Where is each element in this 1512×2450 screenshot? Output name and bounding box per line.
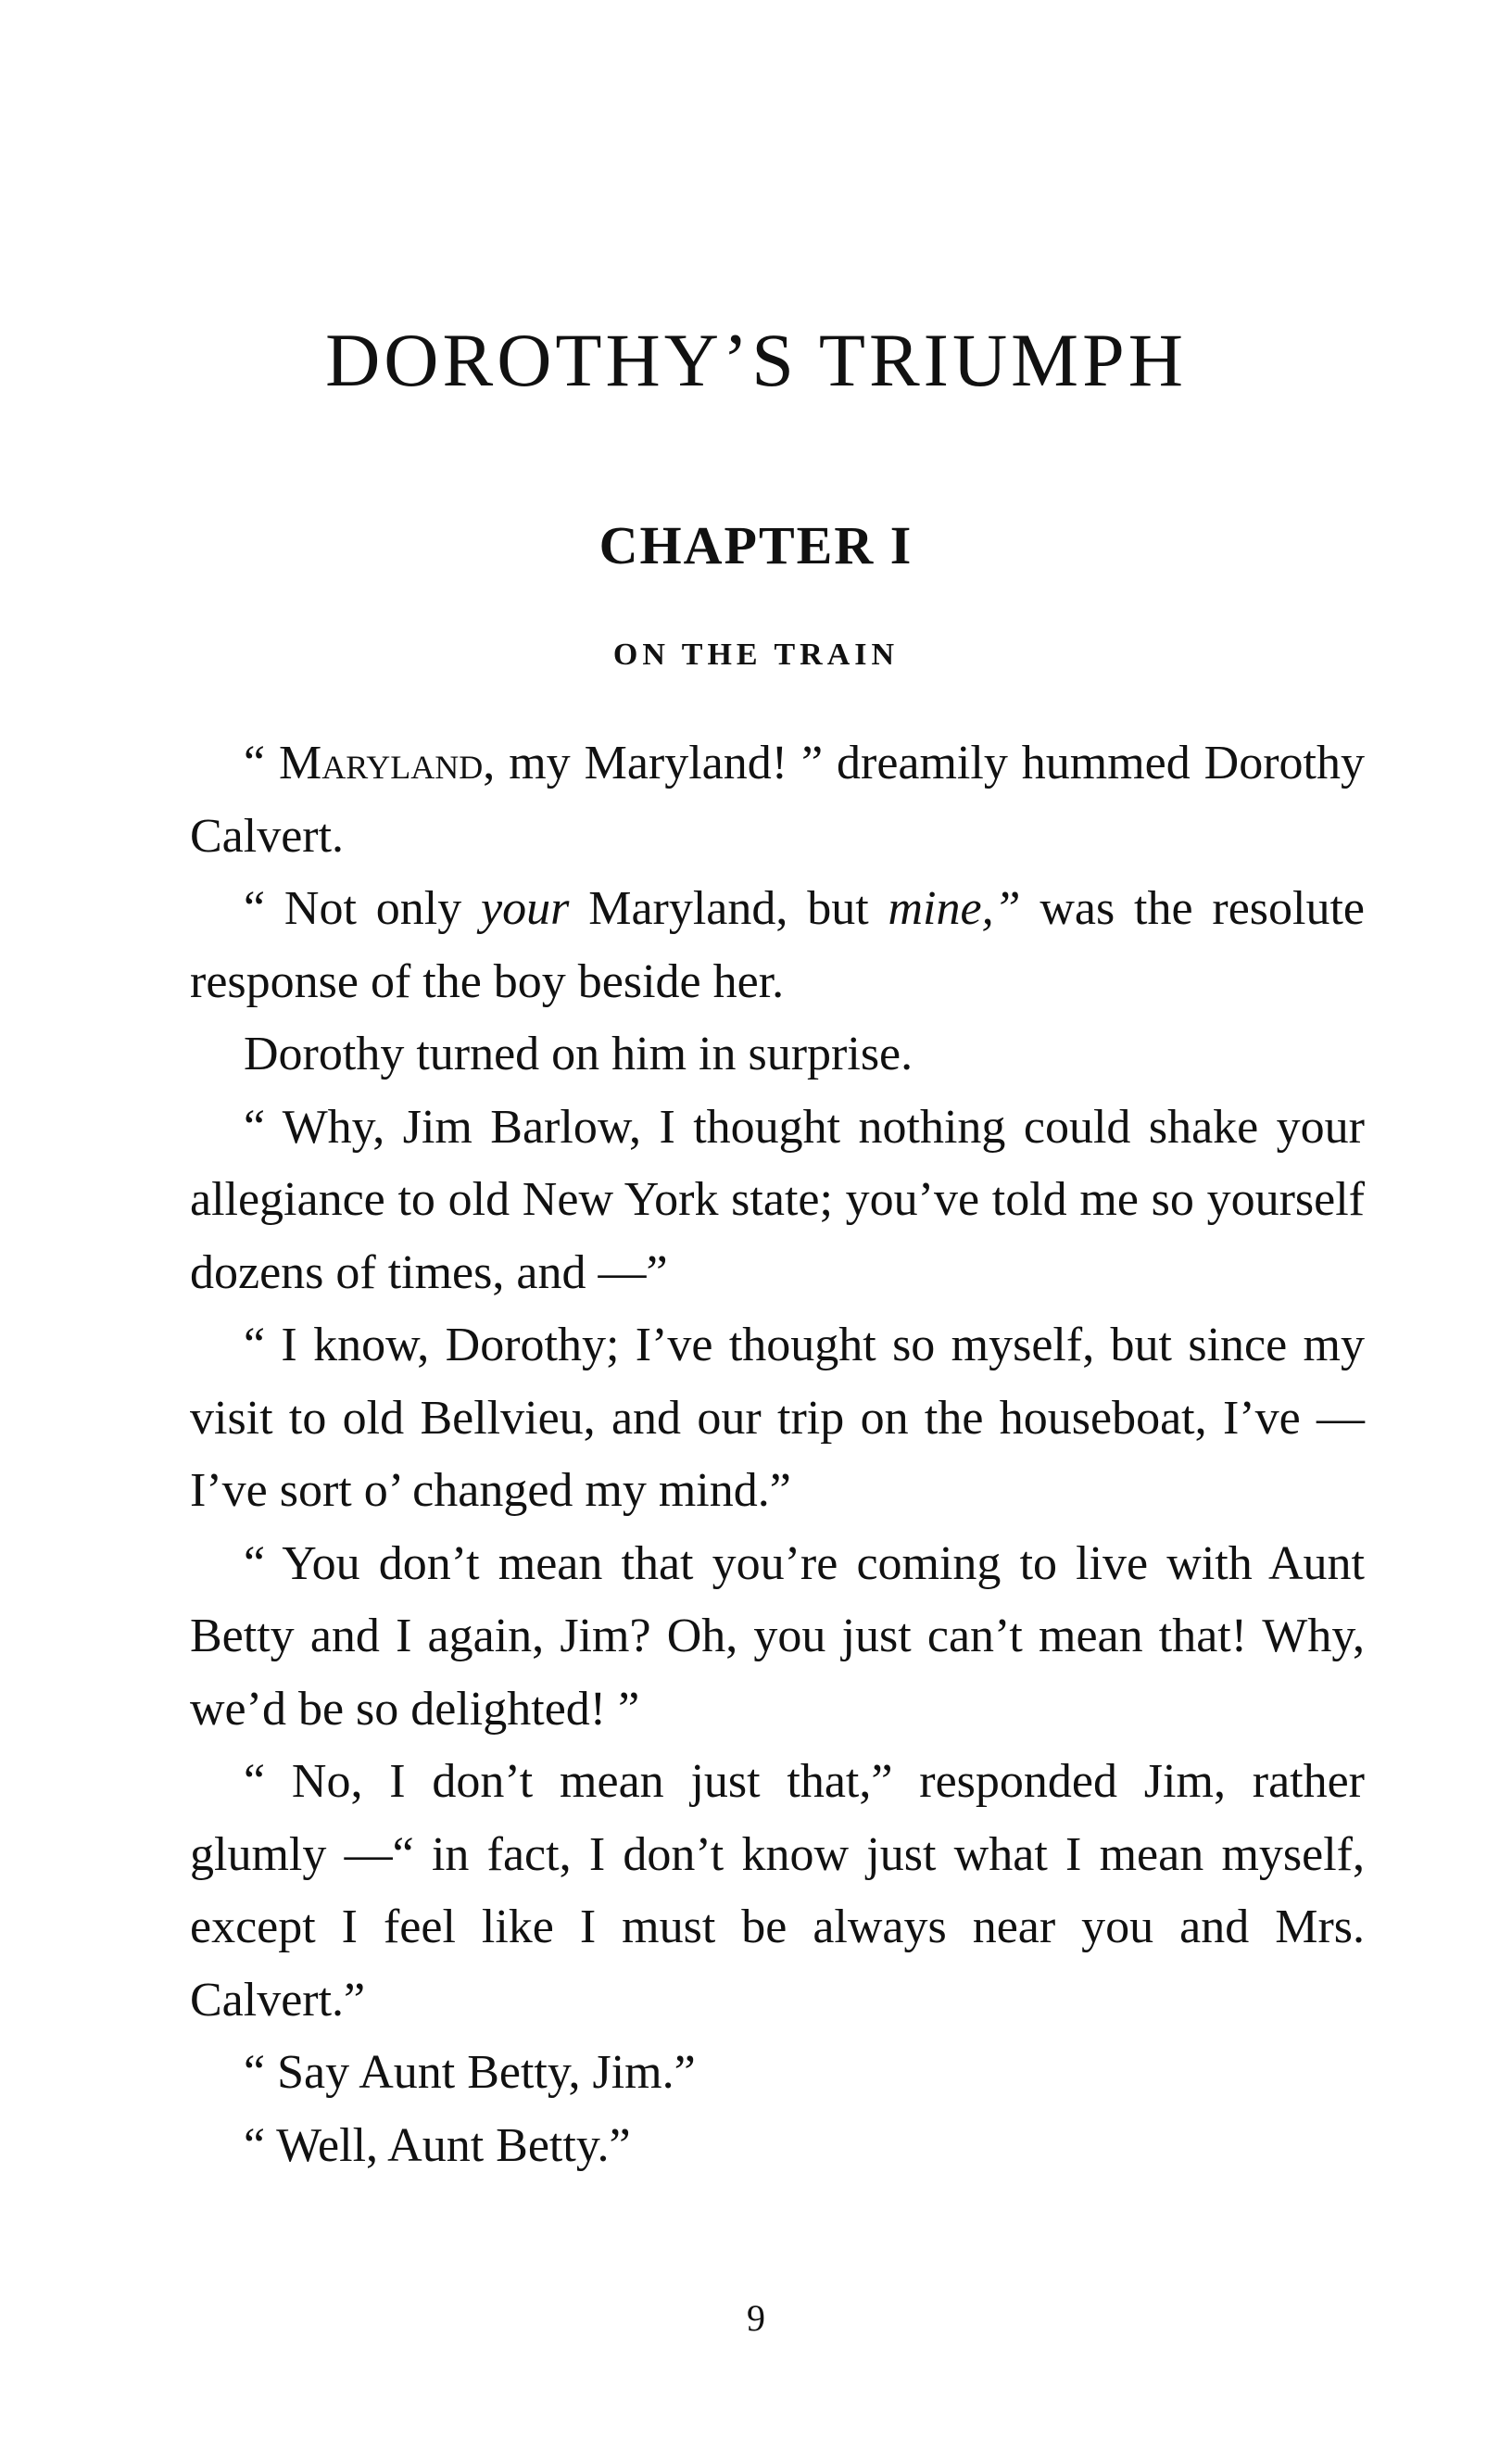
chapter-title: ON THE TRAIN: [612, 638, 900, 672]
paragraph: “ Well, Aunt Betty.”: [244, 2118, 631, 2172]
book-title: DOROTHY’S TRIUMPH: [325, 318, 1187, 402]
paragraph-text: my Maryland! ” dreamily hummed Dorothy Calvert.: [190, 737, 1365, 863]
paragraph: “ Why, Jim Barlow, I thought nothing could shake your allegiance to old New York state; you’ve told me so yourself dozens of times, and —”: [190, 1100, 1365, 1299]
paragraph-text: was the resolute response of the boy beside her.: [190, 882, 1366, 1008]
page-number: 9: [747, 2297, 765, 2339]
paragraph: [190, 727, 1365, 873]
paragraph-text: “ Not only: [244, 882, 482, 935]
paragraph: “ No, I don’t mean just that,” responded Jim, rather glumly —“ in fact, I don’t know just what I mean myself, except I feel like I must be always near you and Mrs. Calvert.”: [190, 1755, 1365, 2027]
chapter-body: [190, 727, 1365, 2182]
paragraph: “ You don’t mean that you’re coming to live with Aunt Betty and I again, Jim? Oh, you just can’t mean that! Why, we’d be so delighted! ”: [190, 1536, 1365, 1736]
emphasis-text: your: [481, 882, 570, 935]
chapter-number: CHAPTER I: [598, 515, 914, 575]
paragraph-text: Maryland, but: [569, 882, 888, 935]
paragraph: “ I know, Dorothy; I’ve thought so myself, but since my visit to old Bellvieu, and our trip on the houseboat, I’ve — I’ve sort o’ changed my mind.”: [190, 1319, 1365, 1517]
paragraph: [190, 873, 1365, 1018]
paragraph-lead: “ Maryland,: [244, 737, 496, 789]
paragraph: “ Say Aunt Betty, Jim.”: [244, 2046, 696, 2099]
paragraph: Dorothy turned on him in surprise.: [244, 1028, 914, 1080]
emphasis-text: mine,”: [888, 882, 1021, 935]
